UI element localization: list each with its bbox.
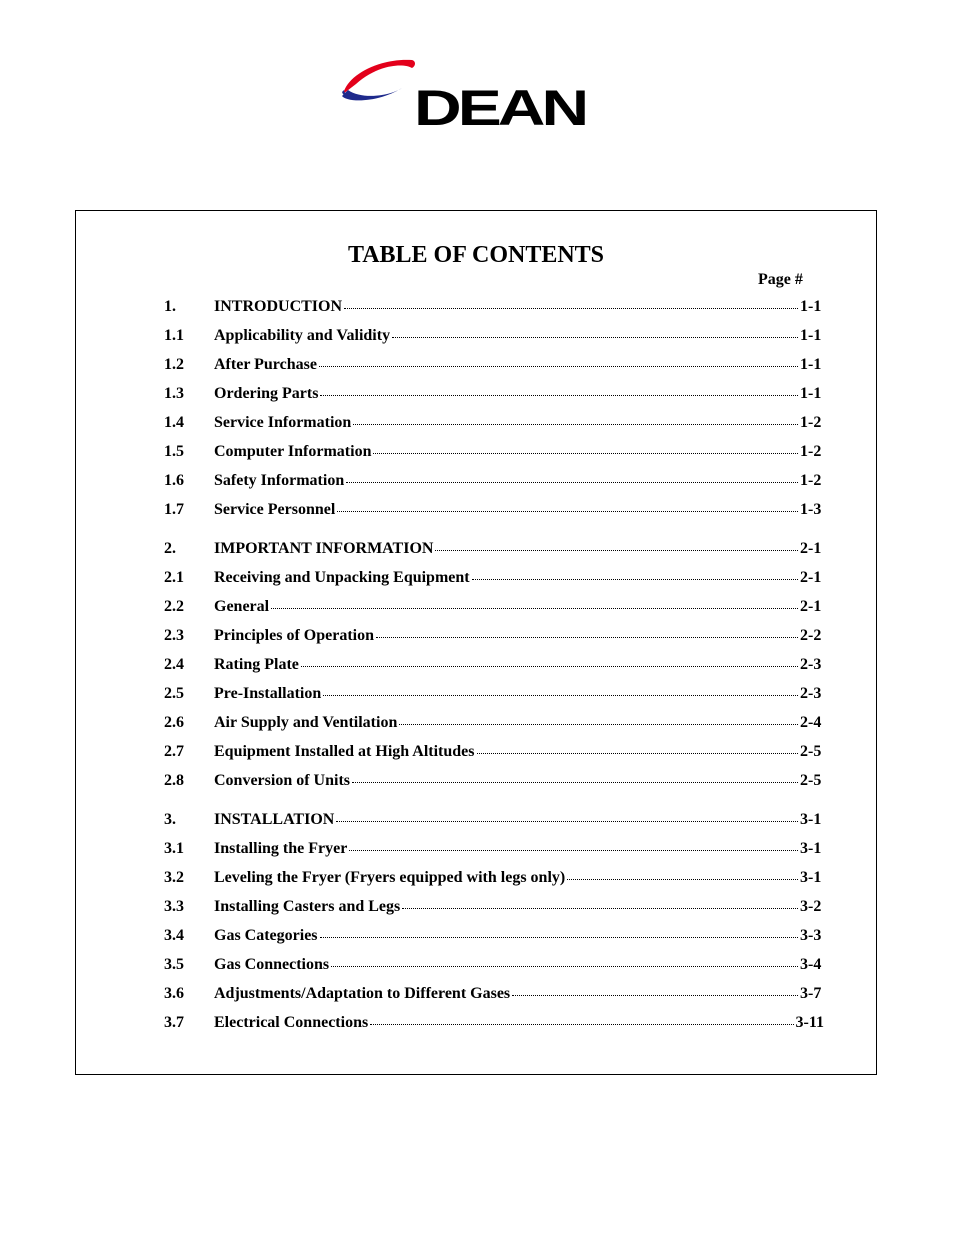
toc-entry-page: 1-3 xyxy=(800,501,822,518)
toc-entry-label: Leveling the Fryer (Fryers equipped with legs only) xyxy=(214,869,566,886)
toc-entry-page: 2-1 xyxy=(800,598,822,615)
toc-leader-dots xyxy=(353,424,798,425)
toc-entry-page: 2-1 xyxy=(800,540,822,557)
toc-leader-dots xyxy=(435,550,798,551)
toc-entry-page: 3-11 xyxy=(795,1014,824,1031)
toc-entry-number: 3.7 xyxy=(164,1014,184,1031)
toc-leader-dots xyxy=(320,937,798,938)
toc-entry-label: INSTALLATION xyxy=(214,811,335,828)
swoosh-icon xyxy=(340,54,420,104)
toc-entry-number: 3.4 xyxy=(164,927,184,944)
toc-entry-number: 3.3 xyxy=(164,898,184,915)
toc-entry-page: 1-1 xyxy=(800,385,822,402)
toc-leader-dots xyxy=(373,453,798,454)
toc-entry[interactable] xyxy=(164,985,824,1014)
toc-entry[interactable] xyxy=(164,869,824,898)
toc-entry-number: 1.3 xyxy=(164,385,184,402)
toc-leader-dots xyxy=(344,308,798,309)
toc-entry-label: IMPORTANT INFORMATION xyxy=(214,540,434,557)
toc-entry-number: 1.4 xyxy=(164,414,184,431)
toc-entry-page: 1-2 xyxy=(800,414,822,431)
toc-entry-label: Gas Connections xyxy=(214,956,330,973)
toc-list xyxy=(164,298,824,1043)
toc-entry[interactable] xyxy=(164,443,824,472)
toc-entry-page: 2-4 xyxy=(800,714,822,731)
toc-entry-number: 2.1 xyxy=(164,569,184,586)
toc-leader-dots xyxy=(331,966,798,967)
toc-entry-number: 2.3 xyxy=(164,627,184,644)
toc-entry-label: Conversion of Units xyxy=(214,772,351,789)
toc-leader-dots xyxy=(319,366,798,367)
toc-entry[interactable] xyxy=(164,385,824,414)
logo-wordmark: DEAN xyxy=(414,80,586,136)
toc-entry-number: 3.1 xyxy=(164,840,184,857)
toc-entry[interactable] xyxy=(164,501,824,530)
toc-entry-label: Pre-Installation xyxy=(214,685,322,702)
toc-entry[interactable] xyxy=(164,840,824,869)
toc-entry[interactable] xyxy=(164,627,824,656)
toc-entry[interactable] xyxy=(164,569,824,598)
toc-entry[interactable] xyxy=(164,956,824,985)
toc-entry-label: Principles of Operation xyxy=(214,627,374,644)
toc-leader-dots xyxy=(323,695,798,696)
toc-entry-page: 2-3 xyxy=(800,656,822,673)
toc-leader-dots xyxy=(349,850,798,851)
page-column-header: Page # xyxy=(758,271,803,288)
toc-entry-label: Electrical Connections xyxy=(214,1014,369,1031)
toc-entry-page: 3-2 xyxy=(800,898,822,915)
toc-entry-page: 1-1 xyxy=(800,356,822,373)
toc-entry[interactable] xyxy=(164,1014,824,1043)
toc-entry-number: 1.6 xyxy=(164,472,184,489)
toc-leader-dots xyxy=(346,482,798,483)
toc-entry[interactable] xyxy=(164,685,824,714)
toc-entry-page: 3-1 xyxy=(800,869,822,886)
toc-leader-dots xyxy=(392,337,798,338)
toc-entry-number: 3.2 xyxy=(164,869,184,886)
toc-entry-page: 3-7 xyxy=(800,985,822,1002)
toc-entry-number: 1. xyxy=(164,298,176,315)
toc-leader-dots xyxy=(402,908,798,909)
toc-leader-dots xyxy=(472,579,798,580)
toc-entry[interactable] xyxy=(164,540,824,569)
toc-entry[interactable] xyxy=(164,927,824,956)
toc-entry-label: Safety Information xyxy=(214,472,345,489)
toc-entry[interactable] xyxy=(164,656,824,685)
toc-entry-number: 1.7 xyxy=(164,501,184,518)
toc-leader-dots xyxy=(370,1024,793,1025)
toc-leader-dots xyxy=(352,782,798,783)
toc-entry-label: Gas Categories xyxy=(214,927,318,944)
toc-entry-label: Air Supply and Ventilation xyxy=(214,714,398,731)
toc-entry[interactable] xyxy=(164,598,824,627)
toc-entry-number: 2.8 xyxy=(164,772,184,789)
toc-entry-page: 2-2 xyxy=(800,627,822,644)
toc-entry-label: Ordering Parts xyxy=(214,385,319,402)
toc-leader-dots xyxy=(477,753,799,754)
toc-leader-dots xyxy=(320,395,798,396)
toc-entry-label: Service Personnel xyxy=(214,501,336,518)
toc-entry-number: 2.5 xyxy=(164,685,184,702)
toc-entry[interactable] xyxy=(164,472,824,501)
toc-leader-dots xyxy=(336,821,798,822)
toc-entry-number: 2.4 xyxy=(164,656,184,673)
toc-entry[interactable] xyxy=(164,714,824,743)
toc-entry-page: 1-1 xyxy=(800,298,822,315)
toc-entry-label: INTRODUCTION xyxy=(214,298,343,315)
toc-entry-page: 1-1 xyxy=(800,327,822,344)
toc-entry[interactable] xyxy=(164,811,824,840)
toc-leader-dots xyxy=(567,879,798,880)
toc-entry-number: 2. xyxy=(164,540,176,557)
toc-leader-dots xyxy=(271,608,798,609)
toc-entry-label: Rating Plate xyxy=(214,656,299,673)
toc-entry-number: 3. xyxy=(164,811,176,828)
toc-entry-label: Adjustments/Adaptation to Different Gases xyxy=(214,985,511,1002)
toc-entry[interactable] xyxy=(164,298,824,327)
toc-leader-dots xyxy=(399,724,798,725)
toc-entry[interactable] xyxy=(164,898,824,927)
toc-entry-number: 3.5 xyxy=(164,956,184,973)
toc-entry-label: Installing the Fryer xyxy=(214,840,348,857)
toc-entry-page: 3-4 xyxy=(800,956,822,973)
toc-entry-page: 2-3 xyxy=(800,685,822,702)
toc-entry-page: 2-1 xyxy=(800,569,822,586)
toc-entry[interactable] xyxy=(164,327,824,356)
toc-entry-label: After Purchase xyxy=(214,356,317,373)
toc-title: TABLE OF CONTENTS xyxy=(347,242,605,268)
toc-leader-dots xyxy=(376,637,798,638)
toc-entry-page: 2-5 xyxy=(800,743,822,760)
dean-logo xyxy=(336,54,618,136)
toc-entry-label: Service Information xyxy=(214,414,352,431)
toc-entry[interactable] xyxy=(164,356,824,385)
toc-entry[interactable] xyxy=(164,414,824,443)
toc-entry-label: Installing Casters and Legs xyxy=(214,898,401,915)
toc-entry-number: 1.5 xyxy=(164,443,184,460)
toc-entry-page: 1-2 xyxy=(800,472,822,489)
toc-entry-label: Equipment Installed at High Altitudes xyxy=(214,743,475,760)
toc-entry[interactable] xyxy=(164,743,824,772)
toc-entry-page: 3-3 xyxy=(800,927,822,944)
toc-entry-label: Receiving and Unpacking Equipment xyxy=(214,569,470,586)
toc-entry-page: 1-2 xyxy=(800,443,822,460)
toc-entry-number: 2.6 xyxy=(164,714,184,731)
toc-leader-dots xyxy=(512,995,798,996)
toc-leader-dots xyxy=(337,511,798,512)
toc-entry-number: 3.6 xyxy=(164,985,184,1002)
toc-entry-page: 3-1 xyxy=(800,811,822,828)
toc-entry-number: 2.7 xyxy=(164,743,184,760)
toc-entry-number: 2.2 xyxy=(164,598,184,615)
toc-entry-page: 2-5 xyxy=(800,772,822,789)
toc-entry-number: 1.1 xyxy=(164,327,184,344)
toc-entry[interactable] xyxy=(164,772,824,801)
toc-entry-label: Computer Information xyxy=(214,443,372,460)
toc-entry-number: 1.2 xyxy=(164,356,184,373)
toc-entry-label: General xyxy=(214,598,270,615)
toc-entry-label: Applicability and Validity xyxy=(214,327,391,344)
table-of-contents-box xyxy=(75,210,877,1075)
toc-leader-dots xyxy=(301,666,798,667)
toc-entry-page: 3-1 xyxy=(800,840,822,857)
